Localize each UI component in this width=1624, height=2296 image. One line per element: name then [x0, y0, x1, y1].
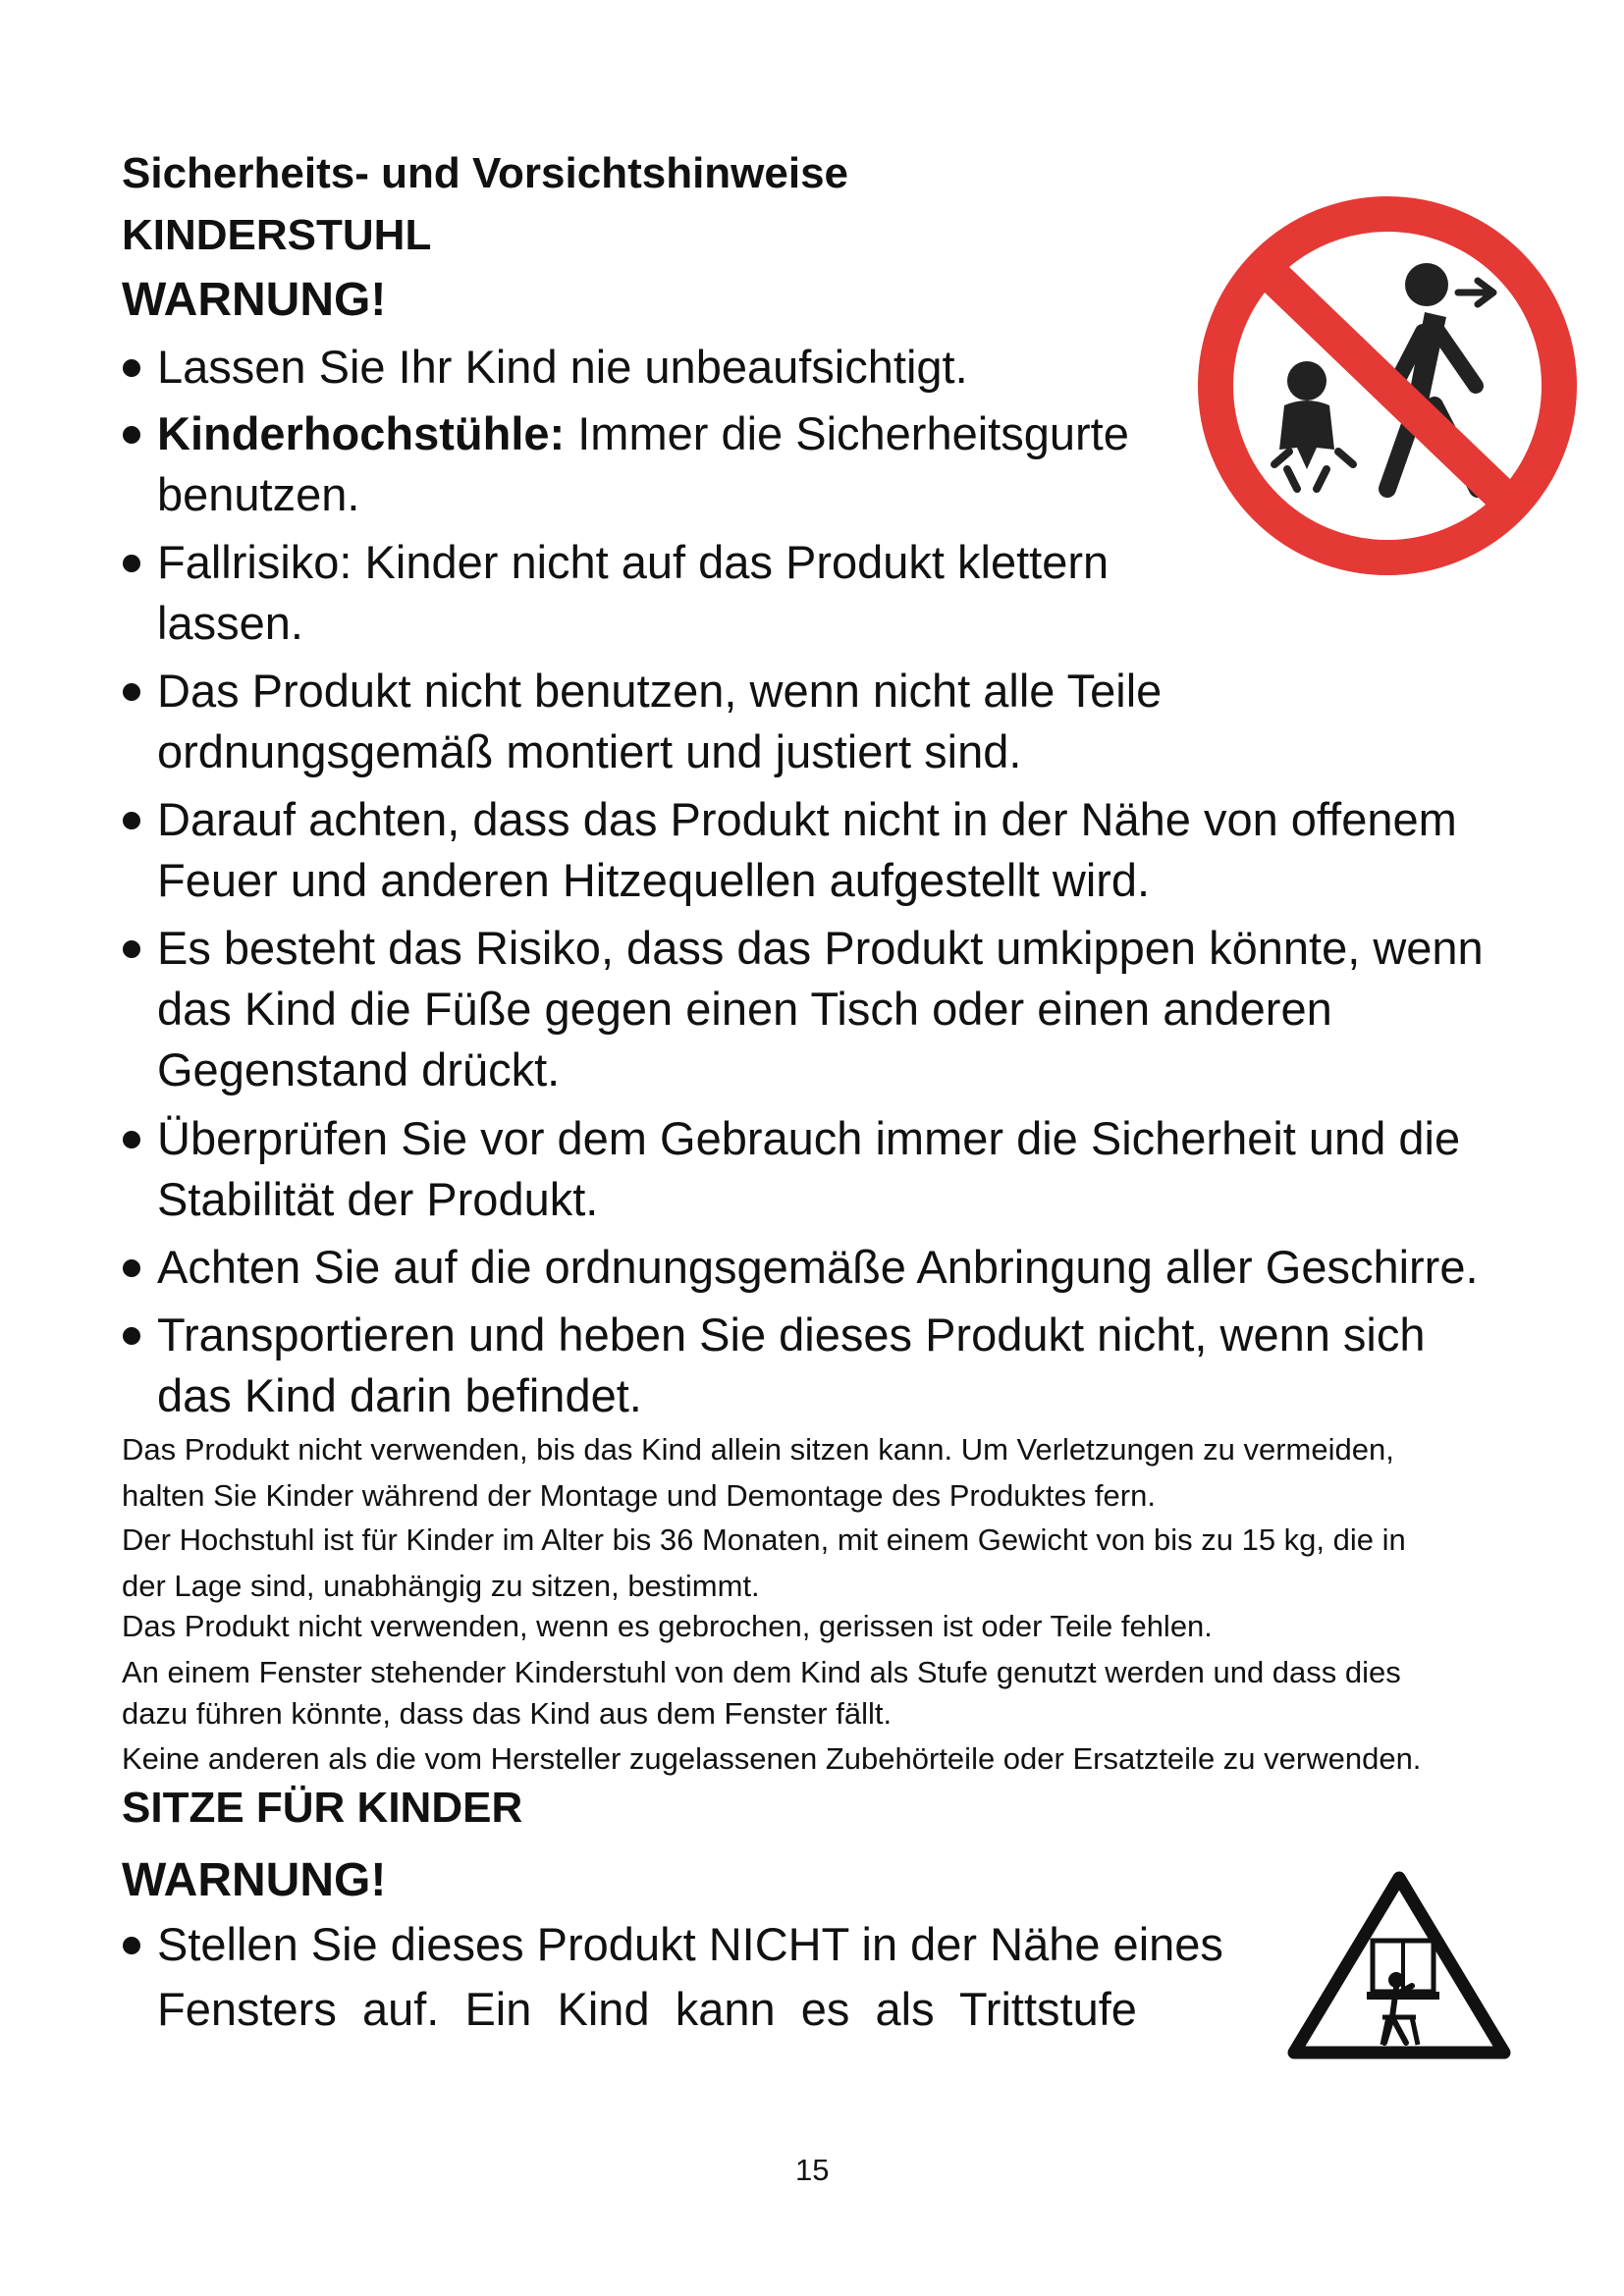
section-title-sitze: SITZE FÜR KINDER	[122, 1784, 523, 1832]
bullet-dot	[123, 426, 140, 444]
bullet-line: Transportieren und heben Sie dieses Produkt nicht, wenn sich	[157, 1308, 1426, 1361]
note-line: Keine anderen als die vom Hersteller zugelassenen Zubehörteile oder Ersatzteile zu verwenden.	[122, 1741, 1422, 1776]
bullet-line: Es besteht das Risiko, dass das Produkt umkippen könnte, wenn	[157, 922, 1484, 974]
warning-heading: WARNUNG!	[122, 274, 387, 326]
bullet-line: Das Produkt nicht benutzen, wenn nicht alle Teile	[157, 665, 1163, 717]
bullet-line: Lassen Sie Ihr Kind nie unbeaufsichtigt.	[157, 341, 968, 393]
bullet-line	[157, 406, 1129, 460]
bullet-dot	[123, 555, 140, 572]
bullet-line-text: Immer die Sicherheitsgurte	[565, 407, 1129, 459]
bullet-dot	[123, 1937, 140, 1954]
bullet-line: Stabilität der Produkt.	[157, 1173, 599, 1225]
bullet-line: ordnungsgemäß montiert und justiert sind.	[157, 725, 1022, 777]
bullet-dot	[123, 683, 140, 701]
bullet-line: lassen.	[157, 597, 303, 649]
bullet-line: Darauf achten, dass das Produkt nicht in der Nähe von offenem	[157, 793, 1457, 845]
page-heading: Sicherheits- und Vorsichtshinweise	[122, 149, 849, 197]
bullet-dot	[123, 1327, 140, 1345]
note-line: der Lage sind, unabhängig zu sitzen, bestimmt.	[122, 1569, 760, 1603]
bullet-line: Fallrisiko: Kinder nicht auf das Produkt klettern	[157, 536, 1110, 588]
bullet-bold-label: Kinderhochstühle:	[157, 407, 566, 459]
bullet-dot	[123, 1131, 140, 1148]
note-line: halten Sie Kinder während der Montage und Demontage des Produktes fern.	[122, 1478, 1156, 1513]
note-line: Der Hochstuhl ist für Kinder im Alter bis 36 Monaten, mit einem Gewicht von bis zu 15 kg, die in	[122, 1522, 1406, 1557]
page-number: 15	[795, 2153, 830, 2187]
bullet-line: das Kind die Füße gegen einen Tisch oder einen anderen	[157, 983, 1332, 1035]
bullet-line: Achten Sie auf die ordnungsgemäße Anbringung aller Geschirre.	[157, 1241, 1479, 1293]
warning-heading-sitze: WARNUNG!	[122, 1854, 387, 1906]
bullet-dot	[123, 812, 140, 829]
note-line: dazu führen könnte, dass das Kind aus dem Fenster fällt.	[122, 1696, 893, 1731]
bullet-line: Überprüfen Sie vor dem Gebrauch immer die Sicherheit und die	[157, 1112, 1461, 1164]
note-line: Das Produkt nicht verwenden, bis das Kind allein sitzen kann. Um Verletzungen zu vermeiden,	[122, 1432, 1394, 1467]
bullet-line: Fensters auf. Ein Kind kann es als Trittstufe	[157, 1983, 1137, 2035]
note-line: Das Produkt nicht verwenden, wenn es gebrochen, gerissen ist oder Teile fehlen.	[122, 1609, 1213, 1643]
bullet-line: Feuer und anderen Hitzequellen aufgestellt wird.	[157, 854, 1151, 906]
bullet-dot	[123, 940, 140, 958]
do-not-leave-child-unattended-icon	[1191, 194, 1584, 577]
note-line: An einem Fenster stehender Kinderstuhl von dem Kind als Stufe genutzt werden und dass dies	[122, 1655, 1401, 1689]
section-title: KINDERSTUHL	[122, 211, 432, 259]
bullet-line: benutzen.	[157, 468, 360, 520]
child-falling-from-window-warning-icon	[1286, 1870, 1512, 2061]
bullet-line: Stellen Sie dieses Produkt NICHT in der Nähe eines	[157, 1918, 1223, 1970]
bullet-dot	[123, 1259, 140, 1277]
bullet-line: Gegenstand drückt.	[157, 1043, 561, 1095]
bullet-line: das Kind darin befindet.	[157, 1369, 642, 1421]
bullet-dot	[123, 359, 140, 377]
